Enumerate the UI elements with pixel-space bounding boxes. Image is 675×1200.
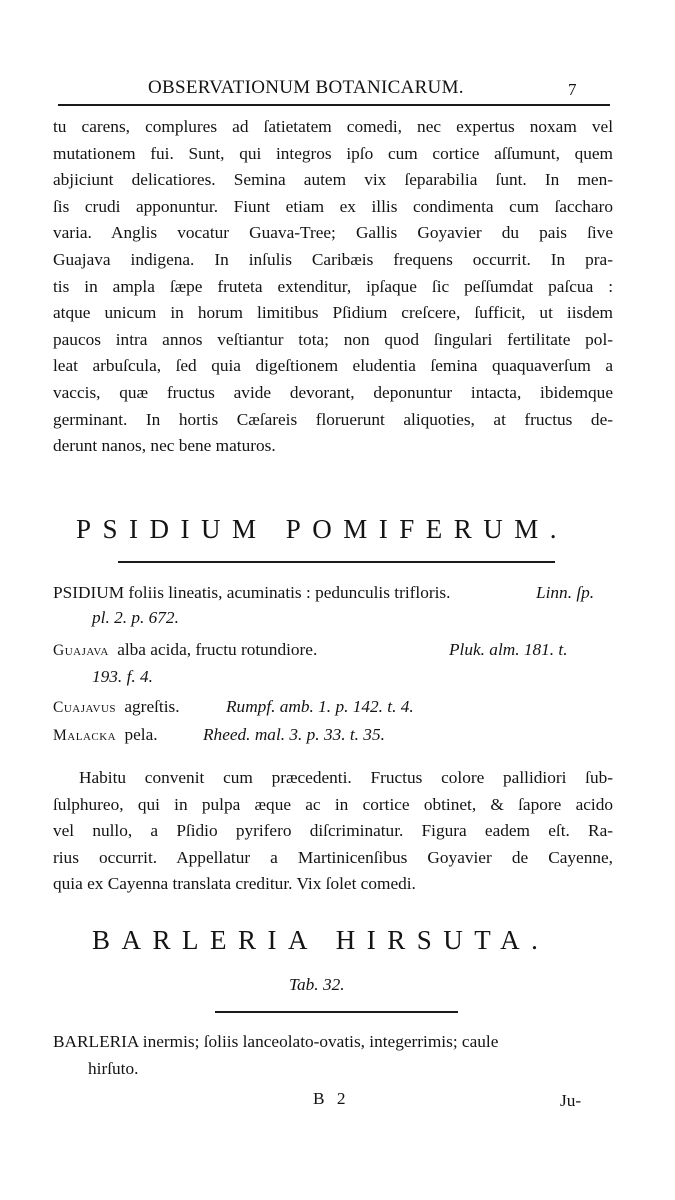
genus-name: PSIDIUM [53,583,125,602]
synonym-text: alba acida, fructu rotundiore. [117,640,318,659]
synonym-line [53,640,317,660]
synonym-continuation: hirſuto. [88,1059,139,1078]
section-heading-psidium: PSIDIUM POMIFERUM. [76,514,569,544]
text-line: quia ex Cayenna translata creditur. Vix ſolet comedi. [53,874,416,894]
text-line: derunt nanos, nec bene maturos. [53,436,276,456]
running-header: OBSERVATIONUM BOTANICARUM. [148,77,464,98]
text-line: leat arbuſcula, ſed quia digeſtionem eludentia ſemina quaquaverſum a [53,356,613,376]
synonym-name: Guajava [53,642,109,659]
description-paragraph [53,765,613,898]
text-line: paucos intra annos veſtiantur tota; non quod ſingulari fertilitate pol- [53,329,613,349]
section-rule [215,1011,458,1013]
section-heading-barleria: BARLERIA HIRSUTA. [92,925,550,955]
genus-name: BARLERIA [53,1032,139,1051]
text-line: abjiciunt delicatiores. Semina autem vix ſeparabilia ſunt. In men- [53,170,613,190]
text-line: varia. Anglis vocatur Guava-Tree; Gallis Goyavier du pais ſive [53,223,613,243]
header-rule [58,104,610,106]
text-line: vel nullo, a Pſidio pyrifero diſcriminatur. Figura eadem eſt. Ra- [53,821,613,841]
reference: Rheed. mal. 3. p. 33. t. 35. [203,725,385,744]
synonym-text: agreſtis. [124,697,180,716]
text-line: ſis crudi apponuntur. Fiunt etiam ex illis condimenta cum ſaccharo [53,196,613,216]
page-number: 7 [568,80,577,99]
text-line: Habitu convenit cum præcedenti. Fructus colore pallidiori ſub- [79,768,613,787]
plate-reference: Tab. 32. [289,975,345,994]
reference: Rumpf. amb. 1. p. 142. t. 4. [226,697,414,716]
synonym-line [53,725,158,745]
reference: Linn. ſp. [536,583,595,602]
synonym-name: Malacka [53,727,117,744]
text-line: atque unicum in horum limitibus Pſidium creſcere, ſufficit, ut iisdem [53,303,613,323]
catchword: Ju- [560,1091,582,1110]
text-line: germinant. In hortis Cæſareis floruerunt aliquoties, at fructus de- [53,409,613,429]
text-line: mutationem fui. Sunt, qui integros ipſo cum cortice aſſumunt, quem [53,143,613,163]
synonym-line [53,697,180,717]
synonym-line [53,1032,498,1052]
synonym-text: foliis lineatis, acuminatis : pedunculis trifloris. [128,583,451,602]
text-line: tu carens, complures ad ſatietatem comedi, nec expertus noxam vel [53,117,613,136]
intro-paragraph [53,114,613,460]
reference-continuation: 193. f. 4. [92,667,153,686]
text-line: vaccis, quæ fructus avide devorant, deponuntur intacta, ibidemque [53,382,613,402]
text-line: Guajava indigena. In inſulis Caribæis frequens occurrit. In pra- [53,249,613,269]
synonym-name: Cuajavus [53,699,117,716]
text-line: ſulphureo, qui in pulpa æque ac in cortice obtinet, & ſapore acido [53,794,613,814]
section-rule [118,561,555,563]
printer-signature: B 2 [313,1089,350,1108]
reference: Pluk. alm. 181. t. [449,640,568,659]
synonym-text: pela. [124,725,158,744]
text-line: tis in ampla ſæpe fruteta extenditur, ipſaque ſic peſſumdat paſcua : [53,276,613,296]
synonym-text: inermis; ſoliis lanceolato-ovatis, integerrimis; caule [142,1032,499,1051]
text-line: rius occurrit. Appellatur a Martinicenſibus Goyavier de Cayenne, [53,847,613,867]
reference-continuation: pl. 2. p. 672. [92,608,179,627]
synonym-line [53,583,450,603]
